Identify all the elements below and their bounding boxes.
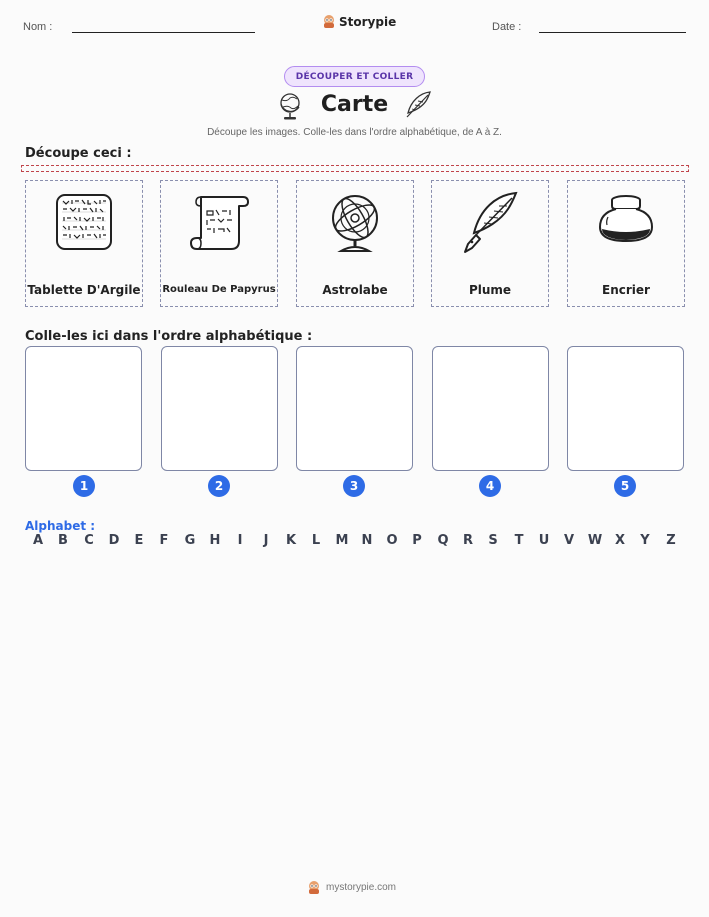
alphabet-letter: T — [514, 533, 524, 548]
alphabet-letter: A — [32, 533, 44, 548]
cut-card-astrolabe[interactable] — [296, 180, 414, 307]
alphabet-letter: Z — [666, 533, 676, 548]
slot-number-4: 4 — [479, 475, 501, 497]
storypie-mascot-icon — [322, 14, 336, 29]
paste-box-2[interactable] — [161, 346, 278, 471]
footer — [307, 880, 396, 895]
slot-number-2: 2 — [208, 475, 230, 497]
alphabet-letter: K — [285, 533, 297, 548]
slot-number-5: 5 — [614, 475, 636, 497]
cut-card-clay-tablet[interactable] — [25, 180, 143, 307]
cut-card-papyrus-scroll[interactable] — [160, 180, 278, 307]
paste-box-4[interactable] — [432, 346, 549, 471]
slot-number-3: 3 — [343, 475, 365, 497]
alphabet-letter: X — [614, 533, 626, 548]
storypie-logo — [322, 14, 396, 29]
paste-box-1[interactable] — [25, 346, 142, 471]
card-label: Tablette D'Argile — [27, 283, 141, 297]
paste-box-5[interactable] — [567, 346, 684, 471]
alphabet-row — [0, 533, 709, 551]
card-label: Encrier — [602, 283, 650, 297]
alphabet-letter: E — [134, 533, 144, 548]
alphabet-letter: H — [209, 533, 221, 548]
cut-card-quill[interactable] — [431, 180, 549, 307]
page-title: Carte — [320, 92, 389, 117]
name-line — [72, 32, 255, 33]
alphabet-letter: O — [386, 533, 398, 548]
paste-heading: Colle-les ici dans l'ordre alphabétique : — [25, 329, 313, 344]
brand-name: Storypie — [339, 14, 397, 29]
alphabet-letter: D — [108, 533, 120, 548]
papyrus-scroll-icon — [185, 189, 253, 257]
cut-card-inkwell[interactable] — [567, 180, 685, 307]
alphabet-letter: W — [587, 533, 603, 548]
alphabet-letter: I — [237, 533, 243, 548]
alphabet-letter: L — [311, 533, 321, 548]
alphabet-letter: Y — [640, 533, 650, 548]
cut-heading: Découpe ceci : — [25, 146, 132, 161]
alphabet-letter: F — [159, 533, 169, 548]
alphabet-letter: P — [412, 533, 422, 548]
feather-icon — [402, 89, 434, 121]
slot-number-1: 1 — [73, 475, 95, 497]
alphabet-title: Alphabet : — [25, 519, 96, 533]
alphabet-letter: B — [58, 533, 68, 548]
date-line — [539, 32, 686, 33]
alphabet-letter: S — [488, 533, 498, 548]
name-label: Nom : — [23, 21, 53, 33]
activity-badge: DÉCOUPER ET COLLER — [284, 66, 425, 87]
paste-box-3[interactable] — [296, 346, 413, 471]
alphabet-letter: M — [335, 533, 349, 548]
storypie-mascot-icon — [307, 880, 321, 895]
astrolabe-icon — [321, 189, 389, 257]
alphabet-letter: Q — [437, 533, 449, 548]
cut-dashed-line — [21, 165, 689, 172]
alphabet-letter: N — [361, 533, 373, 548]
alphabet-letter: C — [84, 533, 94, 548]
alphabet-letter: G — [184, 533, 196, 548]
alphabet-letter: V — [563, 533, 575, 548]
alphabet-letter: R — [462, 533, 473, 548]
card-label: Rouleau De Papyrus — [162, 284, 276, 295]
card-label: Astrolabe — [322, 283, 388, 297]
footer-url: mystorypie.com — [326, 882, 397, 893]
clay-tablet-icon — [50, 189, 118, 257]
date-label: Date : — [492, 21, 522, 33]
instructions: Découpe les images. Colle-les dans l'ordre alphabétique, de A à Z. — [207, 127, 502, 138]
alphabet-letter: J — [263, 533, 269, 548]
quill-feather-icon — [456, 189, 524, 257]
inkwell-icon — [592, 189, 660, 257]
card-label: Plume — [468, 283, 512, 297]
alphabet-letter: U — [538, 533, 550, 548]
